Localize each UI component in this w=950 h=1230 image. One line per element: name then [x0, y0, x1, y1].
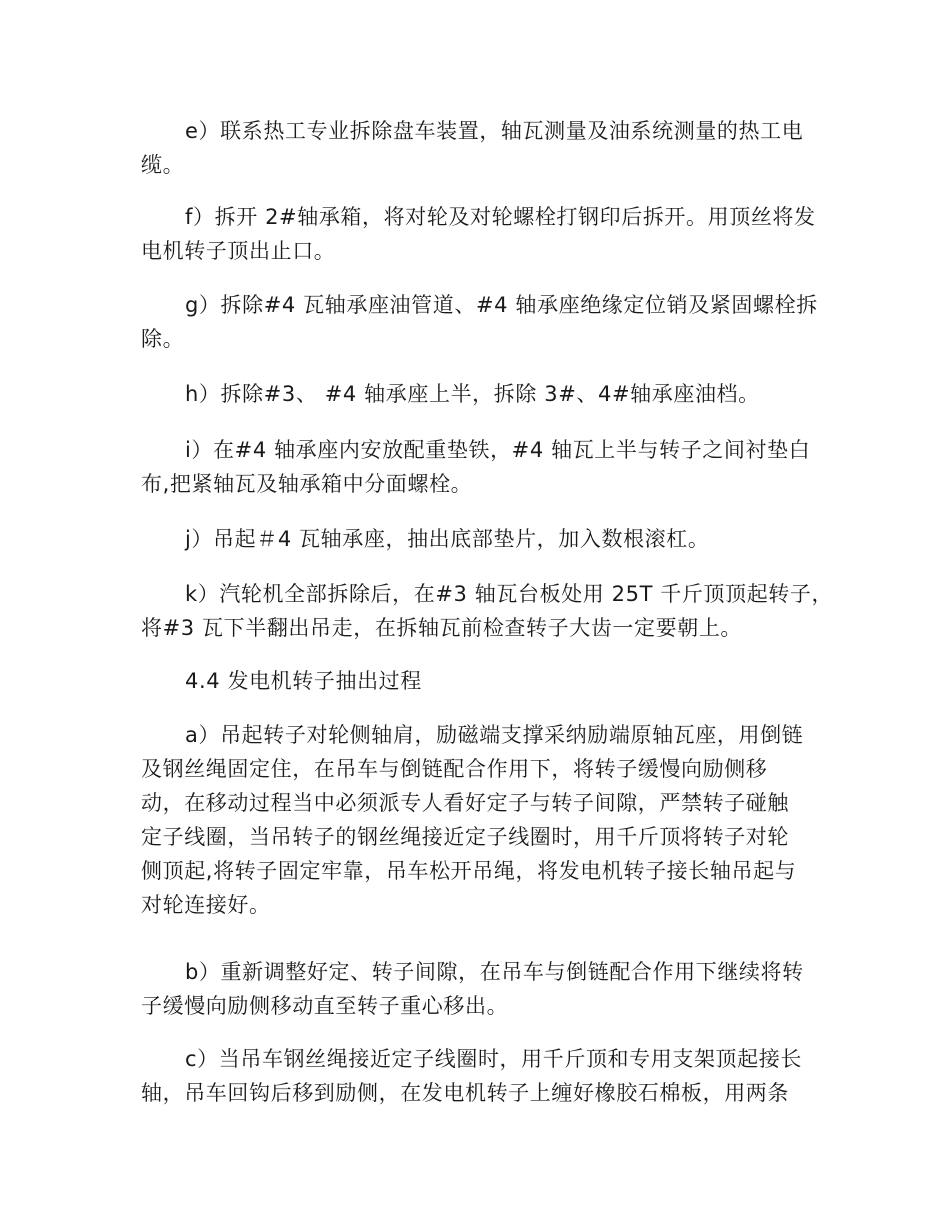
text-line: 轴，吊车回钩后移到励侧，在发电机转子上缠好橡胶石棉板，用两条 [141, 1081, 789, 1105]
paragraph-c [141, 1042, 811, 1110]
text-line: 子缓慢向励侧移动直至转子重心移出。 [141, 994, 509, 1018]
paragraph-k [141, 577, 834, 645]
text-line: 侧顶起,将转子固定牢靠，吊车松开吊绳，将发电机转子接长轴吊起与 [141, 859, 797, 883]
text-line: 将#3 瓦下半翻出吊走，在拆轴瓦前检查转子大齿一定要朝上。 [141, 616, 743, 640]
text-line: b）重新调整好定、转子间隙，在吊车与倒链配合作用下继续将转 [185, 960, 804, 984]
text-line: 除。 [141, 327, 185, 351]
text-line: a）吊起转子对轮侧轴肩，励磁端支撑采纳励端原轴瓦座，用倒链 [185, 723, 804, 747]
paragraph-b [141, 955, 811, 1023]
text-line: 对轮连接好。 [141, 893, 271, 917]
text-line: 及钢丝绳固定住，在吊车与倒链配合作用下，将转子缓慢向励侧移 [141, 757, 768, 781]
paragraph-i [141, 433, 811, 501]
text-line: 定子线圈，当吊转子的钢丝绳接近定子线圈时，用千斤顶将转子对轮 [141, 825, 789, 849]
text-line: k）汽轮机全部拆除后，在#3 轴瓦台板处用 25T 千斤顶顶起转子， [185, 582, 834, 606]
section-heading-text: 4.4 发电机转子抽出过程 [185, 669, 422, 693]
text-line: i）在#4 轴承座内安放配重垫铁，#4 轴瓦上半与转子之间衬垫白 [185, 438, 811, 462]
text-line: h）拆除#3、 #4 轴承座上半，拆除 3#、4#轴承座油档。 [185, 382, 760, 406]
text-line: e）联系热工专业拆除盘车装置，轴瓦测量及油系统测量的热工电 [185, 119, 804, 143]
text-line: 缆。 [141, 153, 185, 177]
text-line: j）吊起＃4 瓦轴承座，抽出底部垫片，加入数根滚杠。 [185, 527, 710, 551]
paragraph-g [141, 288, 818, 356]
text-line: 布,把紧轴瓦及轴承箱中分面螺栓。 [141, 472, 473, 496]
text-line: c）当吊车钢丝绳接近定子线圈时，用千斤顶和专用支架顶起接长 [185, 1047, 802, 1071]
paragraph-a [141, 718, 811, 922]
paragraph-f [141, 200, 816, 268]
text-line: g）拆除#4 瓦轴承座油管道、#4 轴承座绝缘定位销及紧固螺栓拆 [185, 293, 818, 317]
paragraph-h [141, 377, 811, 411]
paragraph-e [141, 114, 811, 182]
section-heading [141, 664, 811, 698]
text-line: 电机转子顶出止口。 [141, 239, 336, 263]
text-line: f）拆开 2#轴承箱，将对轮及对轮螺栓打钢印后拆开。用顶丝将发 [185, 205, 816, 229]
text-line: 动，在移动过程当中必须派专人看好定子与转子间隙，严禁转子碰触 [141, 791, 789, 815]
paragraph-j [141, 522, 811, 556]
